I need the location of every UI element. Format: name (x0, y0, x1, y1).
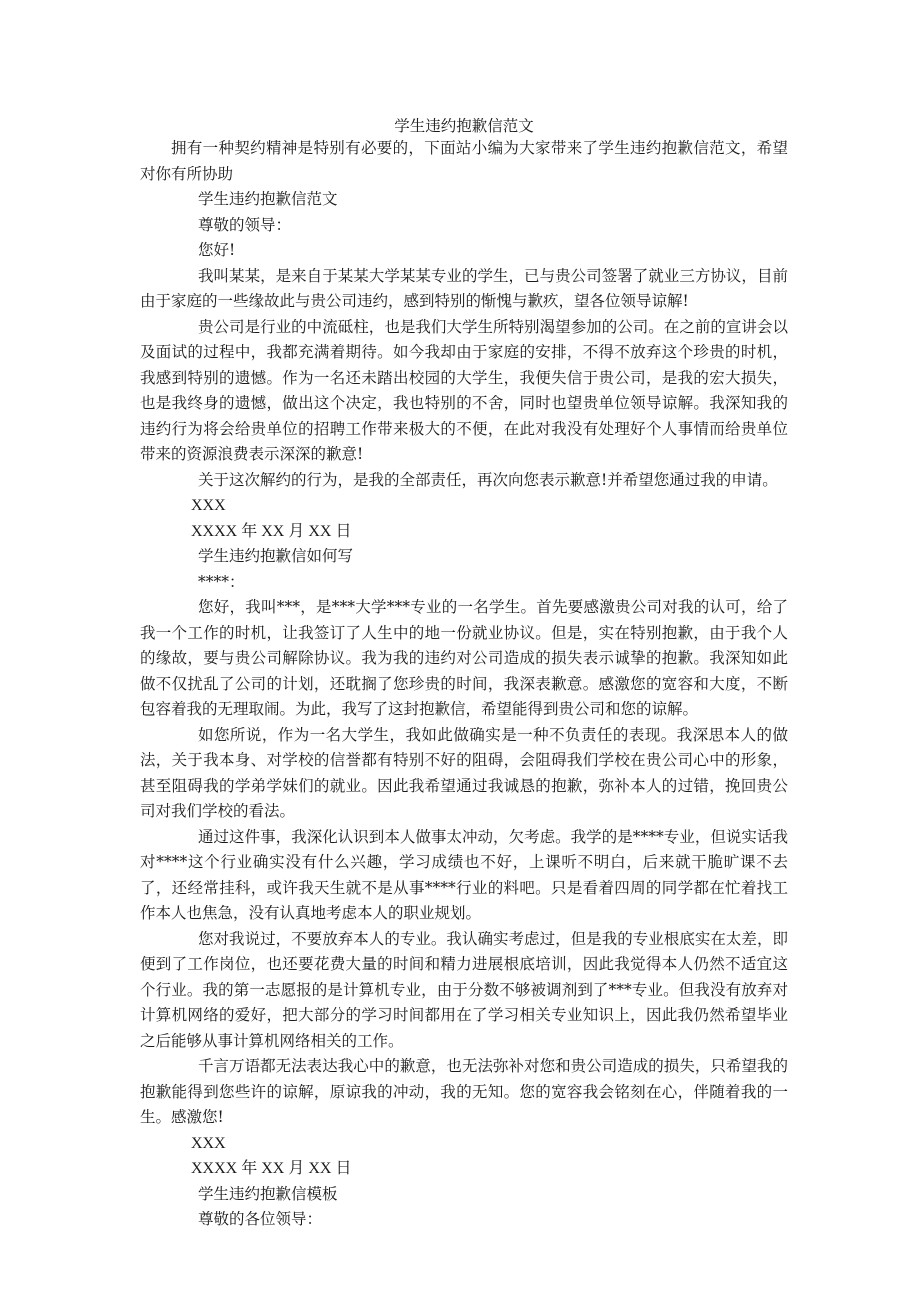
letter1-paragraph: 关于这次解约的行为，是我的全部责任，再次向您表示歉意!并希望您通过我的申请。 (198, 470, 778, 489)
letter2-signature-name: XXX (191, 1134, 226, 1152)
letter3-salutation: 尊敬的各位领导： (198, 1210, 323, 1228)
letter1-greeting: 您好! (198, 241, 236, 259)
document-body (140, 116, 788, 1233)
intro-paragraph: 拥有一种契约精神是特别有必要的，下面站小编为大家带来了学生违约抱歉信范文，希望对你有所协助 (140, 139, 788, 183)
letter2-paragraph: 千言万语都无法表达我心中的歉意，也无法弥补对您和贵公司造成的损失，只希望我的抱歉能得到您些许的谅解，原谅我的冲动，我的无知。您的宽容我会铭刻在心，伴随着我的一生。感激您! (140, 1057, 788, 1126)
letter2-paragraph: 通过这件事，我深化认识到本人做事太冲动，欠考虑。我学的是****专业，但说实话我对****这个行业确实没有什么兴趣，学习成绩也不好，上课听不明白，后来就干脆旷课不去了，还经常挂科，或许我天生就不是从事****行业的料吧。只是看着四周的同学都在忙着找工作本人也焦急，没有认真地考虑本人的职业规划。 (140, 827, 788, 922)
letter1-salutation: 尊敬的领导： (198, 215, 292, 234)
letter2-heading: 学生违约抱歉信如何写 (198, 547, 354, 565)
document-title: 学生违约抱歉信范文 (394, 117, 534, 135)
letter3-heading: 学生违约抱歉信模板 (198, 1184, 338, 1203)
letter1-signature-name: XXX (191, 497, 226, 514)
letter2-paragraph: 如您所说，作为一名大学生，我如此做确实是一种不负责任的表现。我深思本人的做法，关于我本身、对学校的信誉都有特别不好的阻碍，会阻碍我们学校在贵公司心中的形象，甚至阻碍我的学弟学妹们的就业。因此我希望通过我诚恳的抱歉，弥补本人的过错，挽回贵公司对我们学校的看法。 (140, 725, 788, 820)
letter1-signature-date: XXXX 年 XX 月 XX 日 (191, 522, 352, 540)
letter1-paragraph: 我叫某某，是来自于某某大学某某专业的学生，已与贵公司签署了就业三方协议，目前由于家庭的一些缘故此与贵公司违约，感到特别的惭愧与歉疚，望各位领导谅解! (140, 266, 788, 310)
letter2-paragraph: 您对我说过，不要放弃本人的专业。我认确实考虑过，但是我的专业根底实在太差，即便到了工作岗位，也还要花费大量的时间和精力进展根底培训，因此我觉得本人仍然不适宜这个行业。我的第一志愿报的是计算机专业，由于分数不够被调剂到了***专业。但我没有放弃对计算机网络的爱好，把大部分的学习时间都用在了学习相关专业知识上，因此我仍然希望毕业之后能够从事计算机网络相关的工作。 (140, 929, 788, 1050)
letter2-signature-date: XXXX 年 XX 月 XX 日 (191, 1160, 352, 1177)
letter2-salutation: ****： (198, 572, 245, 591)
letter1-heading: 学生违约抱歉信范文 (198, 190, 338, 208)
letter2-paragraph: 您好，我叫***，是***大学***专业的一名学生。首先要感激贵公司对我的认可，给了我一个工作的时机，让我签订了人生中的地一份就业协议。但是，实在特别抱歉，由于我个人的缘故，要与贵公司解除协议。我为我的违约对公司造成的损失表示诚挚的抱歉。我深知如此做不仅扰乱了公司的计划，还耽搁了您珍贵的时间，我深表歉意。感激您的宽容和大度，不断包容着我的无理取闹。为此，我写了这封抱歉信，希望能得到贵公司和您的谅解。 (140, 598, 788, 718)
letter1-paragraph: 贵公司是行业的中流砥柱，也是我们大学生所特别渴望参加的公司。在之前的宣讲会以及面试的过程中，我都充满着期待。如今我却由于家庭的安排，不得不放弃这个珍贵的时机，我感到特别的遗憾。作为一名还未踏出校园的大学生，我便失信于贵公司，是我的宏大损失，也是我终身的遗憾，做出这个决定，我也特别的不舍，同时也望贵单位领导谅解。我深知我的违约行为将会给贵单位的招聘工作带来极大的不便，在此对我没有处理好个人事情而给贵单位带来的资源浪费表示深深的歉意! (140, 317, 788, 463)
